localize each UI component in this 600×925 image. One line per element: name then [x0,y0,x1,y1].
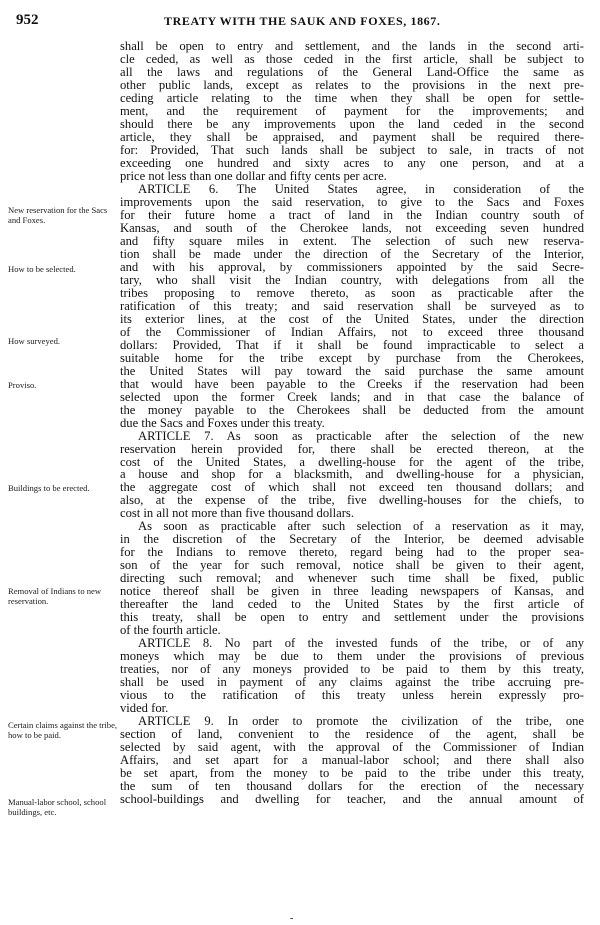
text-line: in the discretion of the Secretary of the Interior, be deemed advisable [120,533,584,547]
text-line: school-buildings and dwelling for teacher, and the annual amount of [120,793,584,807]
text-line: son of the year for such removal, notice shall be given to their agent, [120,559,584,573]
text-line: of the Commissioner of Indian Affairs, not to exceed three thousand [120,325,584,339]
text-line: and fifty square miles in extent. The selection of such new reserva- [120,234,584,248]
text-line: tion shall be made under the direction of the Secretary of the Interior, [120,247,584,261]
text-line: the money payable to the Cherokees shall be deducted from the amount [120,403,584,417]
text-line: ment, and the requirement of payment for the improvements; and [120,104,584,118]
text-line: shall be used in payment of any claims against the tribe accruing pre- [120,676,584,690]
text-line: its exterior lines, at the cost of the United States, under the direction [120,312,584,326]
text-line: shall be open to entry and settlement, and the lands in the second arti- [120,40,584,53]
text-line: reservation herein provided for, there shall be erected thereon, at the [120,442,584,456]
text-line: should there be any improvements upon the land ceded in the second [120,117,584,131]
text-line: all the laws and regulations of the General Land-Office the same as [120,65,584,79]
sidenote-new-reservation: New reservation for the Sacs and Foxes. [8,205,108,225]
text-line: notice thereof shall be given in three leading newspapers of Kansas, and [120,585,584,599]
text-line: the aggregate cost of which shall not exceed ten thousand dollars; and [120,481,584,495]
text-line: due the Sacs and Foxes under this treaty. [120,416,325,430]
text-line: a house and shop for a blacksmith, and dwelling-house for a physician, [120,468,584,482]
text-line: As soon as practicable after such selection of a reservation as it may, [138,520,584,534]
sidenote-claims: Certain claims against the tribe, how to be paid. [8,720,118,740]
text-line: price not less than one dollar and fifty cents per acre. [120,169,387,183]
text-line: of the fourth article. [120,624,221,638]
page-header [14,12,586,32]
text-line: ceding article relating to the time when they shall be open for settle- [120,91,584,105]
signature-mark: - [290,913,294,924]
text-line: the sum of ten thousand dollars for the erection of the necessary [120,780,584,794]
text-line: that would have been payable to the Creeks if the reservation had been [120,377,584,391]
text-line: suitable home for the tribe except by purchase from the Cherokees, [120,351,584,365]
text-line: also, at the expense of the tribe, five dwelling-houses for the chiefs, to [120,494,584,508]
text-line: for the Indians to remove thereto, regard being had to the proper sea- [120,546,584,560]
text-line: selected by said agent, with the approval of the Commissioner of Indian [120,741,584,755]
text-line: ratification of this treaty; and said reservation shall be surveyed as to [120,299,584,313]
text-line: cost of the United States, a dwelling-house for the agent of the tribe, [120,455,584,469]
sidenote-how-surveyed: How surveyed. [8,336,61,346]
text-line: directing such removal; and whenever such time shall be fixed, public [120,572,584,586]
text-line: tribes proposing to remove thereto, as soon as practicable after the [120,286,584,300]
text-line: thereafter the land ceded to the United States by the first article of [120,598,584,612]
article-6-heading-line: ARTICLE 6. The United States agree, in consideration of the [138,182,584,196]
text-line: Affairs, and set apart for a manual-labor school; and there shall also [120,754,584,768]
text-line: section of land, convenient to the residence of the agent, shall be [120,728,584,742]
article-9-heading-line: ARTICLE 9. In order to promote the civilization of the tribe, one [138,715,584,729]
page-number: 952 [16,12,39,28]
sidenote-removal: Removal of Indians to new reservation. [8,586,102,606]
text-line: Kansas, and south of the Cherokee lands, not exceeding seven hundred [120,221,584,235]
text-line: other public lands, except as relates to the provisions in the next pre- [120,78,584,92]
text-line: this treaty, shall be open to entry and settlement under the provisions [120,611,584,625]
text-line: dollars: Provided, That if it shall be found impracticable to select a [120,338,584,352]
sidenote-how-selected: How to be selected. [8,264,76,274]
text-line: the United States will pay toward the said purchase the same amount [120,364,584,378]
text-line: for: Provided, That such lands shall be subject to sale, in tracts of not [120,143,584,157]
text-line: cle ceded, as well as those ceded in the first article, shall be subject to [120,52,584,66]
sidenote-proviso: Proviso. [8,380,37,390]
text-line: cost in all not more than five thousand dollars. [120,507,354,521]
text-line: selected upon the former Creek lands; and in that case the balance of [120,390,584,404]
text-line: and with his approval, by commissioners appointed by the said Secre- [120,260,584,274]
article-8-heading-line: ARTICLE 8. No part of the invested funds of the tribe, or of any [138,637,584,651]
text-line: vious to the ratification of this treaty unless herein expressly pro- [120,689,584,703]
text-line: improvements upon the said reservation, to give to the Sacs and Foxes [120,195,584,209]
text-line: treaties, nor of any moneys provided to be paid to them by this treaty, [120,663,584,677]
sidenote-manual-labor-school: Manual-labor school, school buildings, etc. [8,797,107,817]
text-line: be set apart, from the money to be paid to the tribe under this treaty, [120,767,584,781]
text-line: exceeding one hundred and sixty acres to any one person, and at a [120,156,584,170]
text-line: article, they shall be appraised, and payment shall be required there- [120,130,584,144]
text-line: vided for. [120,702,169,716]
text-line: for their future home a tract of land in the Indian country south of [120,208,584,222]
article-7-heading-line: ARTICLE 7. As soon as practicable after the selection of the new [138,429,584,443]
running-title: TREATY WITH THE SAUK AND FOXES, 1867. [164,14,441,28]
treaty-text [120,40,584,806]
sidenote-buildings: Buildings to be erected. [8,483,90,493]
text-line: tary, who shall visit the Indian country, with delegations from all the [120,273,584,287]
text-line: moneys which may be due to them under the provisions of previous [120,650,584,664]
